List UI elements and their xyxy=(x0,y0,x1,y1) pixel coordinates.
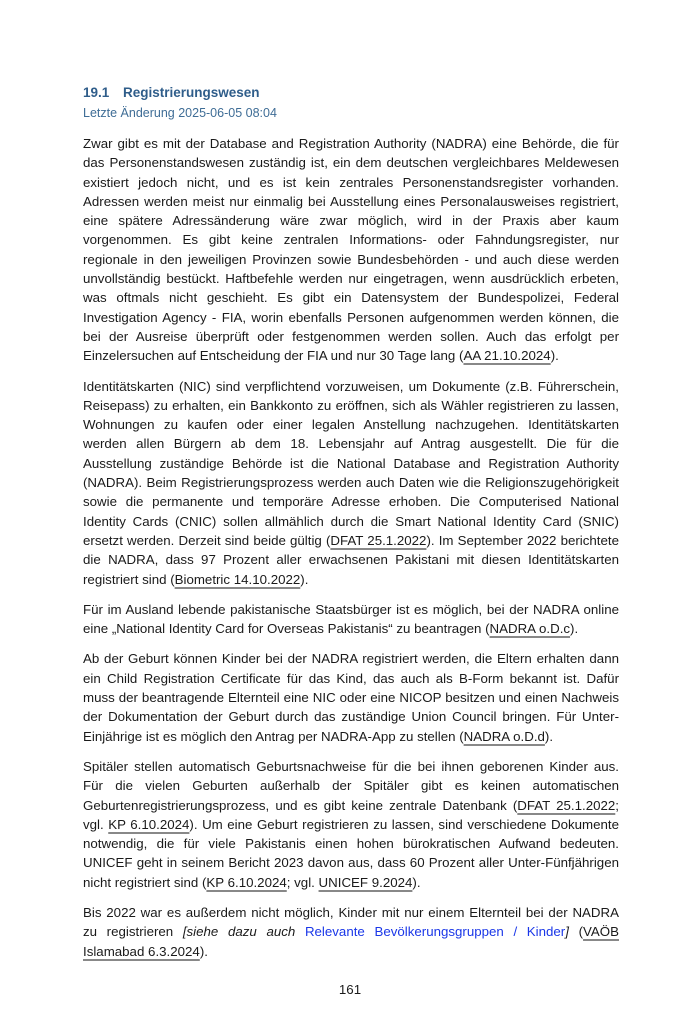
body-text: Identitätskarten (NIC) sind verpflichtend vorzuweisen, um Dokumente (z.B. Führerschein, Reisepass) zu erhalten, ein Bankkonto zu eröffnen, sich als Wähler registrieren zu lassen, Wohnungen zu kaufen oder einer legalen Anstellung nachzugehen. Identitätskarten werden allen Bürgern ab dem 18. Lebensjahr auf Antrag ausgestellt. Die für die Ausstellung zuständige Behörde ist die National Database and Registration Authority (NADRA). Beim Registrierungsprozess werden auch Daten wie die Religionszugehörigkeit sowie die permanente und temporäre Adresse erhoben. Die Computerised National Identity Cards (CNIC) sollen allmählich durch die Smart National Identity Card (SNIC) ersetzt werden. Derzeit sind beide gültig ( xyxy=(83,378,619,548)
body-text: Spitäler stellen automatisch Geburtsnachweise für die bei ihnen geborenen Kinder aus. Für die vielen Geburten außerhalb der Spitäler gibt es keinen automatischen Geburtenregistrierungsprozess, und es gibt keine zentrale Datenbank ( xyxy=(83,758,619,813)
source-citation-link[interactable]: Biometric 14.10.2022 xyxy=(174,571,301,587)
source-citation-link[interactable]: KP 6.10.2024 xyxy=(108,816,190,832)
body-text: ; vgl. xyxy=(83,797,619,832)
paragraph xyxy=(83,649,619,745)
source-citation-link[interactable]: NADRA o.D.d xyxy=(463,728,545,744)
paragraph xyxy=(83,600,619,639)
page-number: 161 xyxy=(338,981,362,997)
cross-reference-link[interactable]: Relevante Bevölkerungsgruppen / Kinder xyxy=(304,924,566,940)
last-modified: Letzte Änderung 2025-06-05 08:04 xyxy=(83,106,277,120)
body-text: Ab der Geburt können Kinder bei der NADRA registriert werden, die Eltern erhalten dann ein Child Registration Certificate für das Kind, das auch als B-Form bekannt ist. Dafür muss der beantragende Elternteil eine NIC oder eine NICOP besitzen und einen Nachweis der Dokumentation der Geburt durch das zuständige Union Council bringen. Für Unter-Einjährige ist es möglich den Antrag per NADRA-App zu stellen ( xyxy=(83,651,619,744)
body-text: ). Im September 2022 berichtete die NADRA, dass 97 Prozent aller erwachsenen Pakistani mit diesen Identitätskarten registriert sind ( xyxy=(83,532,619,587)
body-text: Zwar gibt es mit der Database and Registration Authority (NADRA) eine Behörde, die für das Personenstandswesen zuständig ist, ein dem deutschen vergleichbares Meldewesen existiert jedoch nicht, und es ist kein zentrales Personenstandsregister vorhanden. Adressen werden meist nur einmalig bei Ausstellung eines Personalausweises registriert, eine spätere Adressänderung wäre zwar möglich, wird in der Praxis aber kaum vorgenommen. Es gibt keine zentralen Informations- oder Fahndungsregister, nur regionale in den jeweiligen Provinzen sowie Bundesbehörden - und auch diese werden unvollständig bestückt. Haftbefehle werden nur eingetragen, wenn ausdrücklich erbeten, was oftmals nicht geschieht. Es gibt ein Datensystem der Bundespolizei, Federal Investigation Agency - FIA, worin ebenfalls Personen aufgenommen werden können, die bei der Ausreise überprüft oder festgenommen werden sollen. Auch das erfolgt per Einzelersuchen auf Entscheidung der FIA und nur 30 Tage lang ( xyxy=(83,136,619,364)
source-citation-link[interactable]: NADRA o.D.c xyxy=(489,621,571,637)
document-body xyxy=(83,0,619,961)
paragraph xyxy=(83,134,619,366)
section-heading xyxy=(83,84,619,102)
paragraph xyxy=(83,757,619,892)
source-citation-link[interactable]: AA 21.10.2024 xyxy=(463,348,551,364)
body-text: ). xyxy=(544,728,554,744)
paragraph xyxy=(83,377,619,589)
paragraph xyxy=(83,903,619,961)
section-title: Registrierungswesen xyxy=(123,85,260,100)
body-text: Bis 2022 war es außerdem nicht möglich, Kinder mit nur einem Elternteil bei der NADRA zu registrieren xyxy=(83,904,619,940)
italic-note-text: ] xyxy=(565,924,569,940)
body-text: ). Um eine Geburt registrieren zu lassen, sind verschiedene Dokumente notwendig, die für viele Pakistanis einen hohen bürokratischen Aufwand bedeuten. UNICEF geht in seinem Bericht 2023 davon aus, dass 60 Prozent aller Unter-Fünfjährigen nicht registriert sind ( xyxy=(83,816,619,890)
body-text: Für im Ausland lebende pakistanische Staatsbürger ist es möglich, bei der NADRA online eine „National Identity Card for Overseas Pakistanis“ zu beantragen ( xyxy=(83,601,619,637)
source-citation-link[interactable]: DFAT 25.1.2022 xyxy=(517,797,616,813)
body-text: ( xyxy=(568,924,584,940)
body-text: ). xyxy=(300,571,309,587)
body-text: ). xyxy=(199,943,208,959)
body-text: ). xyxy=(570,621,579,637)
section-number: 19.1 xyxy=(83,85,110,100)
source-citation-link[interactable]: DFAT 25.1.2022 xyxy=(330,532,427,548)
body-text: ). xyxy=(550,348,559,364)
source-citation-link[interactable]: KP 6.10.2024 xyxy=(206,874,287,890)
source-citation-link[interactable]: VAÖB Islamabad 6.3.2024 xyxy=(83,924,619,959)
body-text: ). xyxy=(412,874,421,890)
source-citation-link[interactable]: UNICEF 9.2024 xyxy=(318,874,413,890)
italic-note-text: [siehe dazu auch xyxy=(182,924,305,940)
body-text: ; vgl. xyxy=(286,874,319,890)
paragraphs xyxy=(83,134,619,961)
